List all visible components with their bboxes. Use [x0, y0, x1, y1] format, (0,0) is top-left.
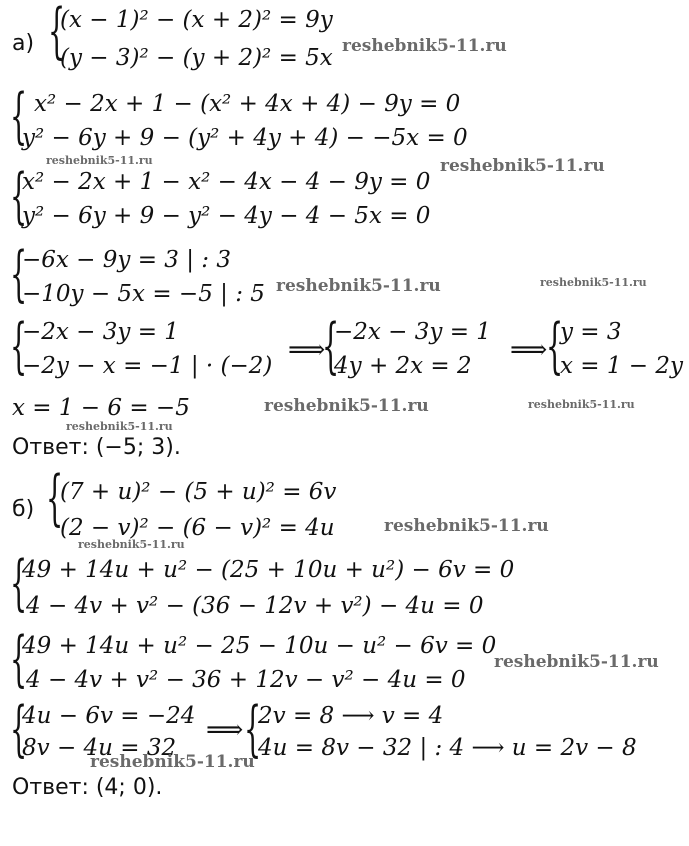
equation-line: y² − 6y + 9 − y² − 4y − 4 − 5x = 0	[22, 203, 431, 229]
watermark: reshebnik5-11.ru	[528, 398, 635, 411]
implies-arrow: ⟹	[206, 715, 244, 745]
brace: {	[48, 0, 66, 66]
watermark: reshebnik5-11.ru	[276, 276, 441, 296]
equation-line: x² − 2x + 1 − (x² + 4x + 4) − 9y = 0	[34, 91, 461, 117]
equation-line: 4 − 4v + v² − (36 − 12v + v²) − 4u = 0	[26, 593, 484, 619]
equation-line: 4y + 2x = 2	[334, 353, 472, 379]
watermark: reshebnik5-11.ru	[540, 276, 647, 289]
equation-line: 4u = 8v − 32 | : 4 ⟶ u = 2v − 8	[258, 735, 637, 761]
watermark: reshebnik5-11.ru	[384, 516, 549, 536]
equation-line: (2 − v)² − (6 − v)² = 4u	[60, 515, 335, 541]
brace: {	[10, 694, 28, 764]
equation-line: (y − 3)² − (y + 2)² = 5x	[60, 45, 333, 71]
equation-line: −2x − 3y = 1	[22, 319, 179, 345]
equation-line: 2v = 8 ⟶ v = 4	[258, 703, 444, 729]
answer-text: Ответ: (4; 0).	[12, 775, 163, 800]
brace: {	[244, 694, 262, 764]
equation-line: (x − 1)² − (x + 2)² = 9y	[60, 7, 333, 33]
equation-line: 4u − 6v = −24	[22, 703, 196, 729]
brace: {	[546, 311, 564, 381]
equation-line: 8v − 4u = 32	[22, 735, 177, 761]
equation-line: 49 + 14u + u² − 25 − 10u − u² − 6v = 0	[22, 633, 497, 659]
equation-line: −10y − 5x = −5 | : 5	[22, 281, 265, 307]
equation-line: x² − 2x + 1 − x² − 4x − 4 − 9y = 0	[22, 169, 431, 195]
equation-line: 49 + 14u + u² − (25 + 10u + u²) − 6v = 0	[22, 557, 515, 583]
equation-line: −6x − 9y = 3 | : 3	[22, 247, 231, 273]
watermark: reshebnik5-11.ru	[342, 36, 507, 56]
watermark: reshebnik5-11.ru	[440, 156, 605, 176]
implies-arrow: ⟹	[510, 335, 548, 365]
watermark: reshebnik5-11.ru	[78, 538, 185, 551]
watermark: reshebnik5-11.ru	[494, 652, 659, 672]
equation-line: y = 3	[560, 319, 622, 345]
equation-line: −2x − 3y = 1	[334, 319, 491, 345]
brace: {	[10, 548, 28, 618]
equation-line: −2y − x = −1 | · (−2)	[22, 353, 273, 379]
brace: {	[322, 311, 340, 381]
watermark: reshebnik5-11.ru	[66, 420, 173, 433]
watermark: reshebnik5-11.ru	[264, 396, 429, 416]
brace: {	[10, 624, 28, 694]
answer-text: Ответ: (−5; 3).	[12, 435, 181, 460]
part-a-label: а)	[12, 31, 35, 56]
brace: {	[10, 81, 28, 151]
result-line: x = 1 − 6 = −5	[12, 395, 190, 421]
brace: {	[46, 463, 64, 533]
equation-line: x = 1 − 2y	[560, 353, 684, 379]
part-b-label: б)	[12, 497, 35, 522]
equation-line: 4 − 4v + v² − 36 + 12v − v² − 4u = 0	[26, 667, 466, 693]
brace: {	[10, 311, 28, 381]
watermark: reshebnik5-11.ru	[90, 752, 255, 772]
equation-line: y² − 6y + 9 − (y² + 4y + 4) − −5x = 0	[22, 125, 468, 151]
equation-line: (7 + u)² − (5 + u)² = 6v	[60, 479, 337, 505]
brace: {	[10, 239, 28, 309]
brace: {	[10, 161, 28, 231]
watermark: reshebnik5-11.ru	[46, 154, 153, 167]
implies-arrow: ⟹	[288, 335, 326, 365]
